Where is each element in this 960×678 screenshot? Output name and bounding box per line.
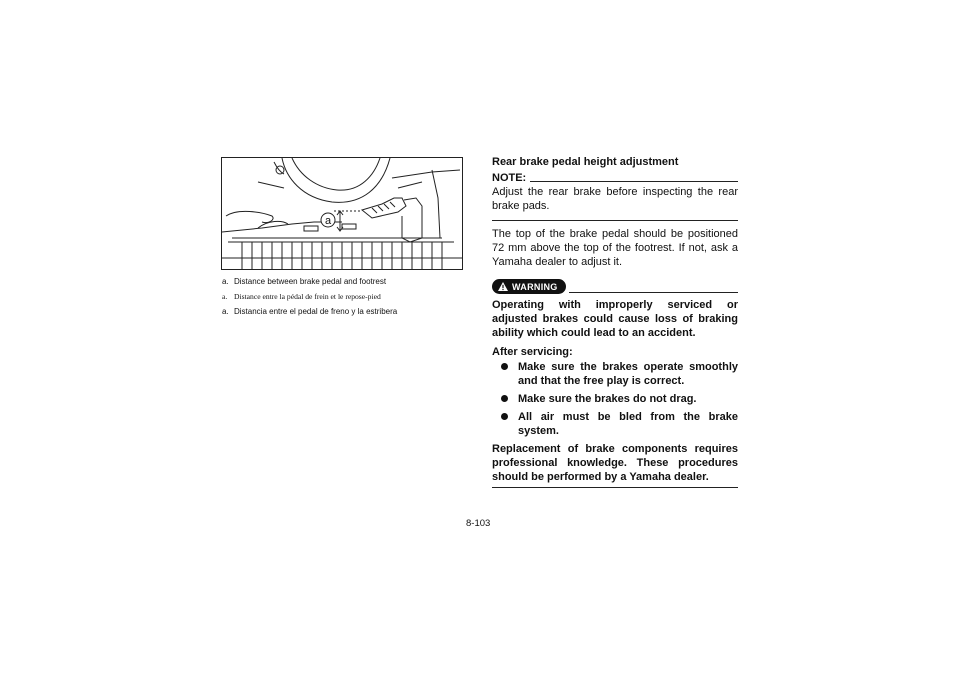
bullet-icon <box>501 413 508 420</box>
caption-letter: a. <box>222 277 229 286</box>
caption-french <box>222 292 482 302</box>
caption-spanish <box>222 307 482 317</box>
brake-pedal-illustration <box>221 157 463 270</box>
list-item-text: Make sure the brakes do not drag. <box>518 393 697 405</box>
after-servicing-label: After servicing: <box>492 346 573 358</box>
caption-text: Distance between brake pedal and footrest <box>234 277 387 286</box>
note-end-divider <box>492 220 738 221</box>
warning-badge <box>492 279 566 294</box>
section-title: Rear brake pedal height adjustment <box>492 156 679 168</box>
warning-header <box>492 279 738 294</box>
caption-text: Distancia entre el pedal de freno y la estribera <box>234 307 398 316</box>
warning-divider <box>569 292 738 293</box>
caption-text: Distance entre la pédal de frein et le repose-pied <box>234 292 381 301</box>
closing-warning-text: Replacement of brake components requires professional knowledge. These procedures should be performed by a Yamaha dealer. <box>492 443 738 483</box>
main-content <box>492 155 738 488</box>
bullet-icon <box>501 363 508 370</box>
warning-end-divider <box>492 487 738 488</box>
list-item-text: Make sure the brakes operate smoothly and that the free play is correct. <box>518 361 738 387</box>
note-header <box>492 172 738 185</box>
warning-label: WARNING <box>512 281 558 292</box>
bullet-icon <box>501 395 508 402</box>
note-divider <box>530 181 738 182</box>
figure-captions <box>222 277 482 322</box>
caption-letter: a. <box>222 307 229 316</box>
list-item <box>492 360 738 388</box>
list-item-text: All air must be bled from the brake system. <box>518 411 738 437</box>
caption-english <box>222 277 482 287</box>
note-text: Adjust the rear brake before inspecting the rear brake pads. <box>492 186 738 212</box>
page-number: 8-103 <box>466 518 491 529</box>
list-item <box>492 392 738 406</box>
list-item <box>492 410 738 438</box>
brake-pedal-drawing <box>222 158 462 269</box>
body-text: The top of the brake pedal should be positioned 72 mm above the top of the footrest. If not, ask a Yamaha dealer to adjust it. <box>492 228 738 268</box>
note-label: NOTE: <box>492 172 527 184</box>
warning-triangle-icon <box>498 282 508 291</box>
warning-text: Operating with improperly serviced or adjusted brakes could cause loss of braking ability which could lead to an accident. <box>492 299 738 339</box>
after-servicing-list <box>492 360 738 438</box>
caption-letter: a. <box>222 292 228 301</box>
callout-label: a <box>324 215 332 227</box>
